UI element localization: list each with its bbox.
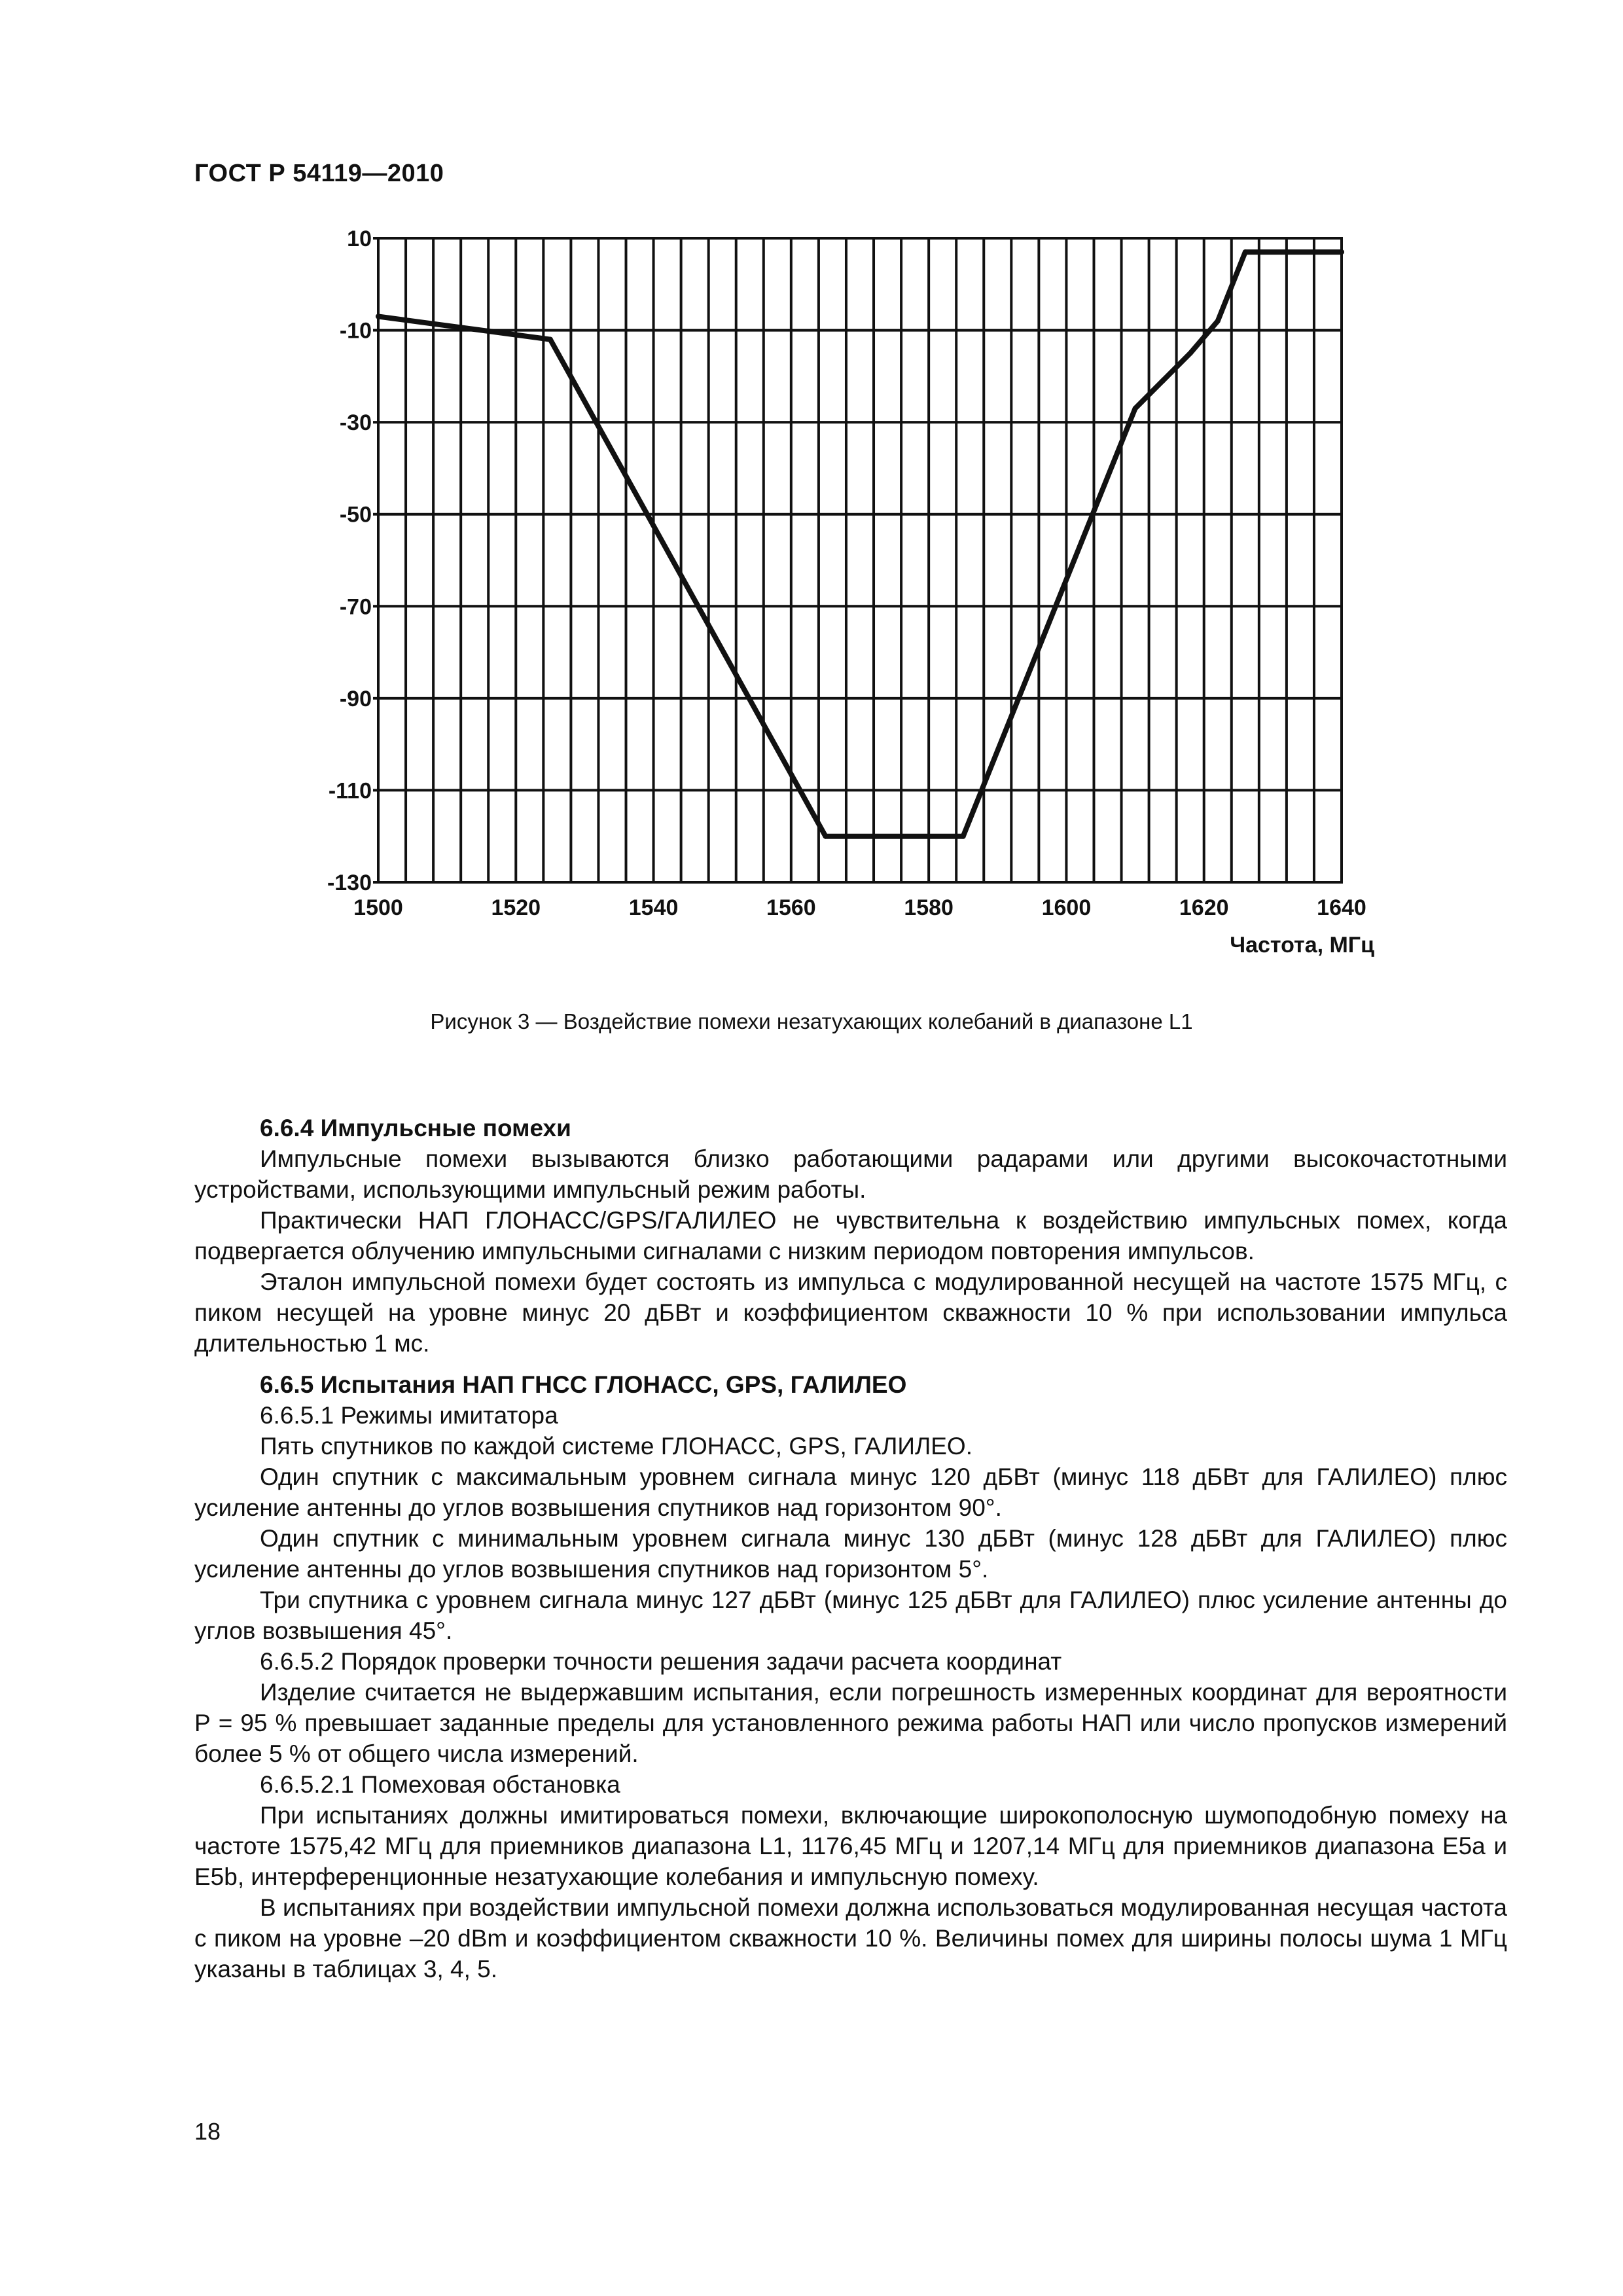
- data-point: [376, 314, 381, 319]
- x-tick-label: 1620: [1179, 895, 1229, 920]
- x-tick-label: 1520: [491, 895, 541, 920]
- y-tick-label: 10: [347, 226, 372, 251]
- data-point: [1160, 378, 1166, 384]
- x-tick-label: 1600: [1041, 895, 1092, 920]
- data-point: [1188, 351, 1193, 356]
- y-tick-label: -10: [339, 318, 372, 344]
- data-point: [1243, 249, 1248, 255]
- document-header: ГОСТ Р 54119—2010: [194, 160, 444, 187]
- paragraph: Пять спутников по каждой системе ГЛОНАСС, GPS, ГАЛИЛЕО.: [260, 1433, 972, 1460]
- paragraph: 6.6.5.2 Порядок проверки точности решения задачи расчета координат: [260, 1648, 1062, 1675]
- section-heading: 6.6.4 Импульсные помехи: [260, 1115, 571, 1141]
- section-heading: 6.6.5 Испытания НАП ГНСС ГЛОНАСС, GPS, ГАЛИЛЕО: [260, 1371, 907, 1398]
- y-tick-label: -110: [328, 778, 372, 804]
- page-number: 18: [194, 2118, 221, 2145]
- data-point: [961, 834, 966, 839]
- x-tick-label: 1500: [353, 895, 403, 920]
- paragraph: 6.6.5.2.1 Помеховая обстановка: [260, 1771, 620, 1798]
- data-point: [1339, 249, 1344, 255]
- y-tick-label: -90: [339, 686, 372, 711]
- interference-chart: [0, 0, 1623, 982]
- paragraph: В испытаниях при воздействии импульсной помехи должна использоваться модулированная несущая частота с пиком на уровне –20 dBm и коэффициентом скважности 10 %. Величины помех для ширины полосы шума 1 МГц указаны в таблицах 3, 4, 5.: [194, 1894, 1507, 1982]
- y-tick-label: -70: [339, 594, 372, 620]
- paragraph: Один спутник с минимальным уровнем сигнала минус 130 дБВт (минус 128 дБВт для ГАЛИЛЕО) плюс усиление антенны до углов возвышения спутников над горизонтом 5°.: [194, 1525, 1507, 1583]
- x-tick-label: 1540: [628, 895, 679, 920]
- paragraph: 6.6.5.1 Режимы имитатора: [260, 1402, 558, 1429]
- paragraph: Эталон импульсной помехи будет состоять из импульса с модулированной несущей на частоте 1575 МГц, с пиком несущей на уровне минус 20 дБВт и коэффициентом скважности 10 % при использовании импульса длительностью 1 мс.: [194, 1268, 1507, 1357]
- x-tick-label: 1640: [1317, 895, 1366, 920]
- y-tick-label: -50: [339, 502, 372, 528]
- x-tick-label: 1580: [904, 895, 954, 920]
- x-tick-label: 1560: [766, 895, 816, 920]
- data-point: [1133, 406, 1138, 411]
- paragraph: Импульсные помехи вызываются близко работающими радарами или другими высокочастотными устройствами, использующими импульсный режим работы.: [194, 1145, 1507, 1203]
- x-tick-labels: [353, 895, 1366, 920]
- body-text: [194, 1113, 1507, 1984]
- figure-caption: Рисунок 3 — Воздействие помехи незатухающих колебаний в диапазоне L1: [430, 1009, 1193, 1033]
- paragraph: При испытаниях должны имитироваться помехи, включающие широкополосную шумоподобную помеху на частоте 1575,42 МГц для приемников диапазона L1, 1176,45 МГц и 1207,14 МГц для приемников диапазона E5a и E5b, интерференционные незатухающие колебания и импульсную помеху.: [194, 1802, 1507, 1890]
- y-tick-labels: [327, 226, 378, 895]
- paragraph: Практически НАП ГЛОНАСС/GPS/ГАЛИЛЕО не чувствительна к воздействию импульсных помех, когда подвергается облучению импульсными сигналами с низким периодом повторения импульсов.: [194, 1207, 1507, 1265]
- data-point: [823, 834, 828, 839]
- y-tick-label: -130: [327, 870, 372, 895]
- series-line: [378, 252, 1342, 836]
- paragraph: Один спутник с максимальным уровнем сигнала минус 120 дБВт (минус 118 дБВт для ГАЛИЛЕО) плюс усиление антенны до углов возвышения спутников над горизонтом 90°.: [194, 1463, 1507, 1521]
- x-axis-label: Частота, МГц: [1230, 933, 1374, 958]
- paragraph: Три спутника с уровнем сигнала минус 127 дБВт (минус 125 дБВт для ГАЛИЛЕО) плюс усиление антенны до углов возвышения 45°.: [194, 1587, 1507, 1644]
- data-point: [548, 337, 553, 342]
- paragraph: Изделие считается не выдержавшим испытания, если погрешность измеренных координат для вероятности Р = 95 % превышает заданные пределы для установленного режима работы НАП или число пропусков измерений более 5 % от общего числа измерений.: [194, 1679, 1507, 1767]
- y-tick-label: -30: [339, 410, 372, 436]
- data-point: [1215, 319, 1221, 324]
